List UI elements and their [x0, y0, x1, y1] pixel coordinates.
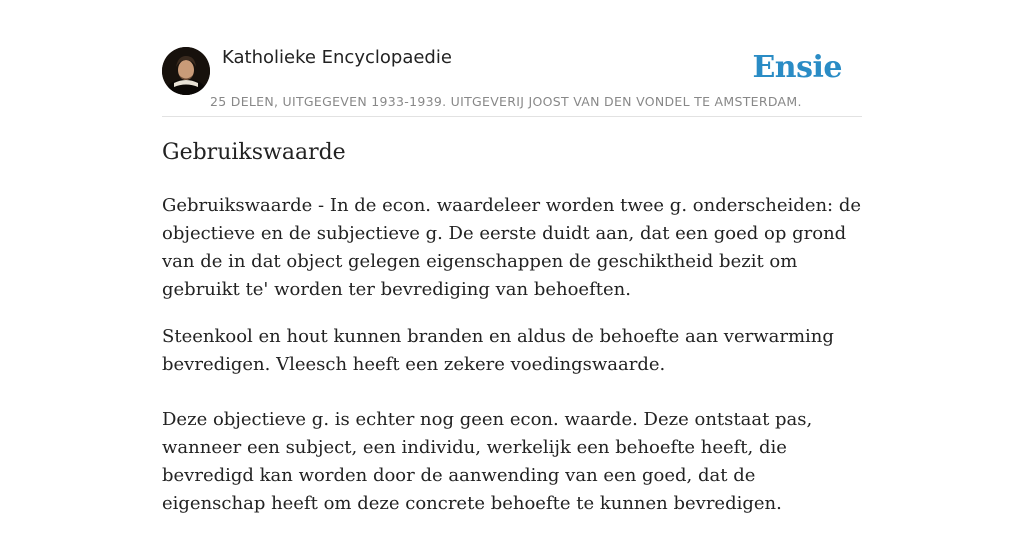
article-paragraph: Gebruikswaarde - In de econ. waardeleer worden twee g. onderscheiden: de objectieve en de subjectieve g. De eerste duidt aan, dat een goed op grond van de in dat object gelegen eigenschappen de geschiktheid bezit om gebruikt te' worden ter bevrediging van behoeften.: [162, 195, 862, 300]
brand-logo[interactable]: Ensie: [752, 50, 842, 85]
article-paragraph: Steenkool en hout kunnen branden en aldus de behoefte aan verwarming bevredigen. Vleesch heeft een zekere voedingswaarde.: [162, 326, 834, 375]
article-paragraph: Deze objectieve g. is echter nog geen econ. waarde. Deze ontstaat pas, wanneer een subject, een individu, werkelijk een behoefte heeft, die bevredigd kan worden door de aanwending van een goed, dat de eigenschap heeft om deze concrete behoefte te kunnen bevredigen.: [162, 409, 813, 514]
site-title[interactable]: Katholieke Encyclopaedie: [222, 47, 452, 68]
site-header: [162, 44, 862, 117]
article-body: [162, 192, 864, 537]
page-title: Gebruikswaarde: [162, 140, 346, 165]
portrait-avatar-icon[interactable]: [162, 47, 210, 95]
site-subtitle: 25 DELEN, UITGEGEVEN 1933-1939. UITGEVERIJ JOOST VAN DEN VONDEL TE AMSTERDAM.: [210, 94, 802, 109]
